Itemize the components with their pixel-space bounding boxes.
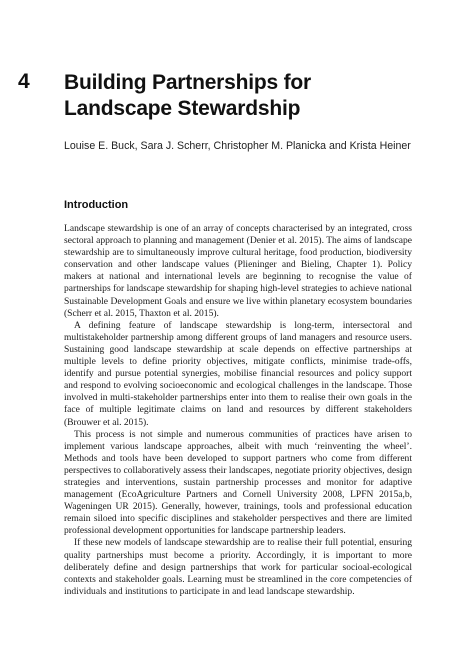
- chapter-title: [64, 70, 424, 122]
- chapter-title-line-1: Building Partnerships for: [64, 71, 312, 94]
- paragraph: A defining feature of landscape stewardship is long-term, intersectoral and multistakeholder partnership among different groups of land managers and resource users. Sustaining good landscape stewardship at scale depends on effective partnerships at multiple levels to define priority objectives, mitigate conflicts, minimise trade-offs, identify and pursue potential synergies, mobilise financial resources and policy support and respond to evolving socioeconomic and ecological challenges in the landscape. Those involved in multi-stakeholder partnerships enter into them to realise their own goals in the face of multiple legitimate claims on land and resources by different stakeholders (Brouwer et al. 2015).: [64, 319, 412, 428]
- body-text: [64, 223, 412, 598]
- paragraph: Landscape stewardship is one of an array of concepts characterised by an integrated, cross sectoral approach to planning and management (Denier et al. 2015). The aims of landscape stewardship are to simultaneously improve cultural heritage, food production, biodiversity conservation and other landscape values (Plieninger and Bieling, Chapter 1). Policy makers at national and international levels are beginning to recognise the value of partnerships for landscape stewardship for shaping high-level strategies to achieve national Sustainable Development Goals and ensure we live within planetary ecosystem boundaries (Scherr et al. 2015, Thaxton et al. 2015).: [64, 223, 412, 319]
- chapter-number: 4: [18, 70, 30, 93]
- paragraph: This process is not simple and numerous communities of practices have arisen to implement various landscape approaches, albeit with much ‘reinventing the wheel’. Methods and tools have been developed to support partners who come from different perspectives to collaboratively assess their landscapes, negotiate priority objectives, design strategies and interventions, sustain partnership processes and monitor for adaptive management (EcoAgriculture Partners and Cornell University 2008, LPFN 2015a,b, Wageningen UR 2015). Generally, however, trainings, tools and professional education remain siloed into specific disciplines and stakeholder perspectives and there are limited professional development opportunities for landscape partnership leaders.: [64, 428, 412, 537]
- section-heading: Introduction: [64, 199, 129, 211]
- chapter-authors: Louise E. Buck, Sara J. Scherr, Christopher M. Planicka and Krista Heiner: [64, 140, 411, 152]
- paragraph: If these new models of landscape stewardship are to realise their full potential, ensuring quality partnerships must become a priority. Accordingly, it is important to more deliberately define and design partnerships that work for particular socioal-ecological contexts and stakeholder goals. Learning must be streamlined in the core competencies of individuals and institutions to participate in and lead landscape stewardship.: [64, 537, 412, 597]
- chapter-title-line-2: Landscape Stewardship: [64, 97, 301, 120]
